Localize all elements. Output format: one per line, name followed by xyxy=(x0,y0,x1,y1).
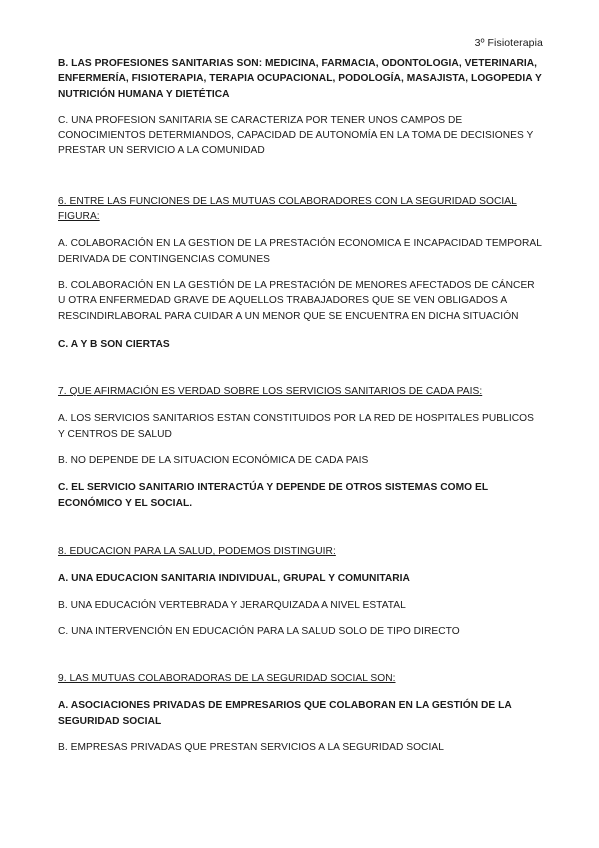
question-8: 8. EDUCACION PARA LA SALUD, PODEMOS DISTINGUIR: xyxy=(58,545,336,557)
answer-correct: C. EL SERVICIO SANITARIO INTERACTÚA Y DEPENDE DE OTROS SISTEMAS COMO EL ECONÓMICO Y EL SOCIAL. xyxy=(58,482,488,509)
answer-correct: B. LAS PROFESIONES SANITARIAS SON: MEDICINA, FARMACIA, ODONTOLOGIA, VETERINARIA, ENFERMERÍA, FISIOTERAPIA, TERAPIA OCUPACIONAL, PODOLOGÍA, MASAJISTA, LOGOPEDIA Y NUTRICIÓN HUMANA Y DIETÉTICA xyxy=(58,58,542,100)
answer-option: B. EMPRESAS PRIVADAS QUE PRESTAN SERVICIOS A LA SEGURIDAD SOCIAL xyxy=(58,742,444,754)
document-body xyxy=(58,56,542,755)
answer-option: C. UNA INTERVENCIÓN EN EDUCACIÓN PARA LA SALUD SOLO DE TIPO DIRECTO xyxy=(58,625,460,637)
question-7: 7. QUE AFIRMACIÓN ES VERDAD SOBRE LOS SERVICIOS SANITARIOS DE CADA PAIS: xyxy=(58,386,483,398)
question-6: 6. ENTRE LAS FUNCIONES DE LAS MUTUAS COLABORADORES CON LA SEGURIDAD SOCIAL FIGURA: xyxy=(58,195,517,223)
course-label: 3º Fisioterapia xyxy=(474,37,543,49)
answer-option: B. COLABORACIÓN EN LA GESTIÓN DE LA PRESTACIÓN DE MENORES AFECTADOS DE CÁNCER U OTRA ENFERMEDAD GRAVE DE AQUELLOS TRABAJADORES QUE SE VEN OBLIGADOS A RESCINDIRLABORAL PARA CUIDAR A UN MENOR QUE SE ENCUENTRA EN DICHA SITUACIÓN xyxy=(58,279,535,322)
answer-correct: A. ASOCIACIONES PRIVADAS DE EMPRESARIOS QUE COLABORAN EN LA GESTIÓN DE LA SEGURIDAD SOCIAL xyxy=(58,700,512,727)
answer-option: B. UNA EDUCACIÓN VERTEBRADA Y JERARQUIZADA A NIVEL ESTATAL xyxy=(58,599,406,611)
answer-option: A. COLABORACIÓN EN LA GESTION DE LA PRESTACIÓN ECONOMICA E INCAPACIDAD TEMPORAL DERIVADA DE CONTINGENCIAS COMUNES xyxy=(58,238,542,265)
answer-option: B. NO DEPENDE DE LA SITUACION ECONÓMICA DE CADA PAIS xyxy=(58,455,369,467)
answer-correct: C. A Y B SON CIERTAS xyxy=(58,338,170,350)
question-9: 9. LAS MUTUAS COLABORADORAS DE LA SEGURIDAD SOCIAL SON: xyxy=(58,673,396,685)
answer-option: C. UNA PROFESION SANITARIA SE CARACTERIZA POR TENER UNOS CAMPOS DE CONOCIMIENTOS DETERMIANDOS, CAPACIDAD DE AUTONOMÍA EN LA TOMA DE DECISIONES Y PRESTAR UN SERVICIO A LA COMUNIDAD xyxy=(58,114,534,157)
answer-correct: A. UNA EDUCACION SANITARIA INDIVIDUAL, GRUPAL Y COMUNITARIA xyxy=(58,573,410,585)
answer-option: A. LOS SERVICIOS SANITARIOS ESTAN CONSTITUIDOS POR LA RED DE HOSPITALES PUBLICOS Y CENTROS DE SALUD xyxy=(58,413,534,440)
